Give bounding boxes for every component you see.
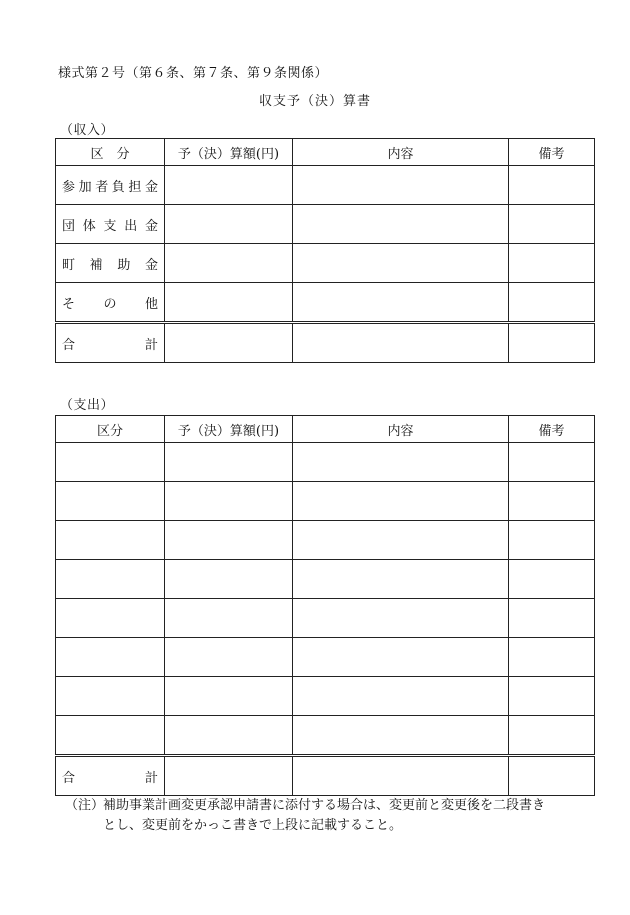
income-header-category: 区 分 bbox=[56, 139, 165, 166]
expense-amount-cell[interactable] bbox=[165, 599, 293, 638]
income-row bbox=[56, 283, 595, 323]
income-row bbox=[56, 166, 595, 205]
expense-category-cell[interactable] bbox=[56, 599, 165, 638]
income-header-amount: 予（決）算額(円) bbox=[165, 139, 293, 166]
expense-amount-cell[interactable] bbox=[165, 560, 293, 599]
income-amount-cell[interactable] bbox=[165, 244, 293, 283]
income-amount-cell[interactable] bbox=[165, 166, 293, 205]
form-number: 様式第２号（第６条、第７条、第９条関係） bbox=[58, 66, 329, 81]
income-content-cell[interactable] bbox=[293, 205, 509, 244]
income-header-content: 内容 bbox=[293, 139, 509, 166]
income-content-cell[interactable] bbox=[293, 166, 509, 205]
income-category-other: そ の 他 bbox=[56, 283, 165, 323]
income-header-remarks: 備考 bbox=[509, 139, 595, 166]
expense-remarks-cell[interactable] bbox=[509, 521, 595, 560]
expense-amount-cell[interactable] bbox=[165, 677, 293, 716]
income-section-label: （収入） bbox=[60, 123, 115, 138]
footnote-line-1: 補助事業計画変更承認申請書に添付する場合は、変更前と変更後を二段書き bbox=[103, 798, 546, 813]
footnote-line-2: とし、変更前をかっこ書きで上段に記載すること。 bbox=[103, 818, 403, 833]
expense-content-cell[interactable] bbox=[293, 482, 509, 521]
expense-row bbox=[56, 599, 595, 638]
document-title: 収支予（決）算書 bbox=[258, 94, 371, 109]
expense-total-remarks-cell[interactable] bbox=[509, 756, 595, 796]
expense-header-content: 内容 bbox=[293, 416, 509, 443]
income-row bbox=[56, 205, 595, 244]
expense-total-row bbox=[56, 756, 595, 796]
income-content-cell[interactable] bbox=[293, 244, 509, 283]
expense-header-amount: 予（決）算額(円) bbox=[165, 416, 293, 443]
income-total-amount-cell[interactable] bbox=[165, 323, 293, 363]
expense-remarks-cell[interactable] bbox=[509, 443, 595, 482]
income-remarks-cell[interactable] bbox=[509, 205, 595, 244]
expense-content-cell[interactable] bbox=[293, 560, 509, 599]
expense-row bbox=[56, 677, 595, 716]
income-amount-cell[interactable] bbox=[165, 205, 293, 244]
expense-header-remarks: 備考 bbox=[509, 416, 595, 443]
income-category-participant-fee: 参 加 者 負 担 金 bbox=[56, 166, 165, 205]
income-row bbox=[56, 244, 595, 283]
income-header-row bbox=[56, 139, 595, 166]
expense-remarks-cell[interactable] bbox=[509, 677, 595, 716]
expense-row bbox=[56, 443, 595, 482]
income-total-label: 合 計 bbox=[56, 323, 165, 363]
expense-amount-cell[interactable] bbox=[165, 638, 293, 677]
expense-amount-cell[interactable] bbox=[165, 443, 293, 482]
income-content-cell[interactable] bbox=[293, 283, 509, 323]
expense-content-cell[interactable] bbox=[293, 599, 509, 638]
expense-row bbox=[56, 482, 595, 521]
expense-remarks-cell[interactable] bbox=[509, 599, 595, 638]
expense-remarks-cell[interactable] bbox=[509, 716, 595, 756]
footnote bbox=[65, 796, 545, 836]
expense-content-cell[interactable] bbox=[293, 638, 509, 677]
expense-category-cell[interactable] bbox=[56, 482, 165, 521]
expense-total-content-cell[interactable] bbox=[293, 756, 509, 796]
expense-category-cell[interactable] bbox=[56, 560, 165, 599]
expense-category-cell[interactable] bbox=[56, 638, 165, 677]
expense-header-row bbox=[56, 416, 595, 443]
expense-category-cell[interactable] bbox=[56, 716, 165, 756]
footnote-prefix: （注） bbox=[65, 798, 105, 813]
income-amount-cell[interactable] bbox=[165, 283, 293, 323]
income-remarks-cell[interactable] bbox=[509, 283, 595, 323]
income-remarks-cell[interactable] bbox=[509, 244, 595, 283]
expense-amount-cell[interactable] bbox=[165, 521, 293, 560]
income-total-remarks-cell[interactable] bbox=[509, 323, 595, 363]
expense-total-amount-cell[interactable] bbox=[165, 756, 293, 796]
income-table bbox=[55, 138, 595, 363]
expense-category-cell[interactable] bbox=[56, 443, 165, 482]
income-category-town-subsidy: 町 補 助 金 bbox=[56, 244, 165, 283]
expense-content-cell[interactable] bbox=[293, 716, 509, 756]
expense-remarks-cell[interactable] bbox=[509, 560, 595, 599]
expense-content-cell[interactable] bbox=[293, 677, 509, 716]
expense-amount-cell[interactable] bbox=[165, 716, 293, 756]
expense-amount-cell[interactable] bbox=[165, 482, 293, 521]
income-category-group-expenditure: 団 体 支 出 金 bbox=[56, 205, 165, 244]
expense-section-label: （支出） bbox=[60, 398, 115, 413]
expense-table bbox=[55, 415, 595, 796]
expense-category-cell[interactable] bbox=[56, 521, 165, 560]
income-remarks-cell[interactable] bbox=[509, 166, 595, 205]
expense-header-category: 区分 bbox=[56, 416, 165, 443]
income-total-row bbox=[56, 323, 595, 363]
income-total-content-cell[interactable] bbox=[293, 323, 509, 363]
expense-remarks-cell[interactable] bbox=[509, 638, 595, 677]
expense-row bbox=[56, 560, 595, 599]
expense-content-cell[interactable] bbox=[293, 443, 509, 482]
expense-row bbox=[56, 638, 595, 677]
expense-content-cell[interactable] bbox=[293, 521, 509, 560]
expense-category-cell[interactable] bbox=[56, 677, 165, 716]
expense-remarks-cell[interactable] bbox=[509, 482, 595, 521]
expense-total-label: 合 計 bbox=[56, 756, 165, 796]
expense-row bbox=[56, 716, 595, 756]
expense-row bbox=[56, 521, 595, 560]
